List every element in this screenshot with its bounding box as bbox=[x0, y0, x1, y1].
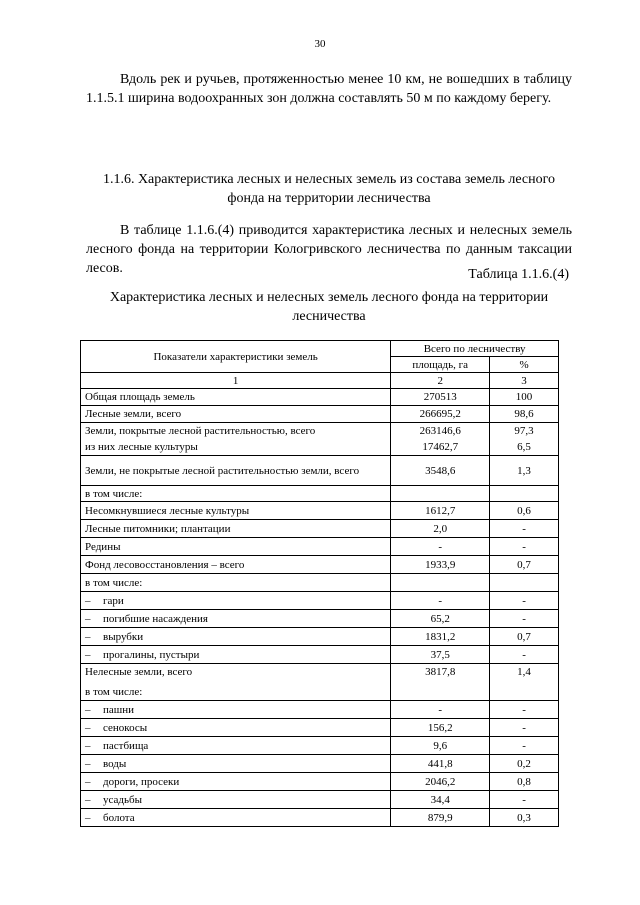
row-name bbox=[81, 809, 391, 827]
row-name: Фонд лесовосстановления – всего bbox=[81, 556, 391, 574]
dash-marker: – bbox=[85, 648, 91, 661]
row-name bbox=[81, 592, 391, 610]
row-percent: - bbox=[490, 737, 559, 755]
row-name-cultures: из них лесные культуры bbox=[85, 441, 198, 453]
table-row bbox=[81, 592, 559, 610]
row-area: 266695,2 bbox=[391, 406, 490, 423]
dash-marker: – bbox=[85, 793, 91, 806]
row-percent: - bbox=[490, 791, 559, 809]
table-row bbox=[81, 610, 559, 628]
row-name-text: сенокосы bbox=[103, 721, 148, 734]
row-area: 1933,9 bbox=[391, 556, 490, 574]
dash-marker: – bbox=[85, 630, 91, 643]
row-name-text: пастбища bbox=[103, 739, 149, 752]
row-area bbox=[391, 423, 490, 456]
dash-marker: – bbox=[85, 775, 91, 788]
row-area-covered: 263146,6 bbox=[419, 425, 461, 437]
row-name: Несомкнувшиеся лесные культуры bbox=[81, 502, 391, 520]
row-area: 2,0 bbox=[391, 520, 490, 538]
table-row bbox=[81, 456, 559, 486]
row-name-covered: Земли, покрытые лесной растительностью, всего bbox=[85, 425, 316, 437]
column-number-row bbox=[81, 373, 559, 389]
row-percent: 0,3 bbox=[490, 809, 559, 827]
dash-marker: – bbox=[85, 757, 91, 770]
dash-marker: – bbox=[85, 703, 91, 716]
table-row bbox=[81, 701, 559, 719]
row-percent: - bbox=[490, 646, 559, 664]
row-name-including3: в том числе: bbox=[85, 686, 143, 698]
table-row bbox=[81, 646, 559, 664]
row-name-text: гари bbox=[103, 594, 124, 607]
row-name bbox=[81, 646, 391, 664]
row-percent: - bbox=[490, 719, 559, 737]
row-percent: - bbox=[490, 538, 559, 556]
row-name bbox=[81, 719, 391, 737]
row-percent: 0,7 bbox=[490, 628, 559, 646]
row-area: 441,8 bbox=[391, 755, 490, 773]
dash-marker: – bbox=[85, 721, 91, 734]
row-percent: 0,7 bbox=[490, 556, 559, 574]
row-name: Общая площадь земель bbox=[81, 389, 391, 406]
table-row bbox=[81, 791, 559, 809]
row-percent: - bbox=[490, 592, 559, 610]
row-area: 3548,6 bbox=[391, 456, 490, 486]
row-area: 270513 bbox=[391, 389, 490, 406]
table-row bbox=[81, 628, 559, 646]
table-header-row bbox=[81, 341, 559, 357]
row-percent: 100 bbox=[490, 389, 559, 406]
table-label: Таблица 1.1.6.(4) bbox=[468, 267, 569, 282]
row-name: в том числе: bbox=[81, 486, 391, 502]
row-name-text: болота bbox=[103, 811, 135, 824]
row-name: в том числе: bbox=[81, 574, 391, 592]
row-area: 1612,7 bbox=[391, 502, 490, 520]
row-name: Редины bbox=[81, 538, 391, 556]
row-percent: - bbox=[490, 701, 559, 719]
table-row bbox=[81, 520, 559, 538]
dash-marker: – bbox=[85, 739, 91, 752]
table-row bbox=[81, 538, 559, 556]
table-row bbox=[81, 664, 559, 701]
row-area: 3817,8 bbox=[391, 664, 490, 701]
row-area: 37,5 bbox=[391, 646, 490, 664]
dash-marker: – bbox=[85, 612, 91, 625]
header-total: Всего по лесничеству bbox=[391, 341, 559, 357]
row-name-nonforest: Нелесные земли, всего bbox=[85, 666, 193, 678]
table-row bbox=[81, 719, 559, 737]
row-percent: - bbox=[490, 520, 559, 538]
row-area: 9,6 bbox=[391, 737, 490, 755]
table-row bbox=[81, 755, 559, 773]
row-name bbox=[81, 755, 391, 773]
row-percent: - bbox=[490, 610, 559, 628]
table-row bbox=[81, 556, 559, 574]
row-percent: 0,6 bbox=[490, 502, 559, 520]
table-row bbox=[81, 737, 559, 755]
row-name bbox=[81, 423, 391, 456]
table-row bbox=[81, 406, 559, 423]
paragraph-water-protection: Вдоль рек и ручьев, протяженностью менее 10 км, не вошедших в таблицу 1.1.5.1 ширина водоохранных зон должна составлять 50 м по каждому берегу. bbox=[86, 72, 572, 106]
row-percent: 0,8 bbox=[490, 773, 559, 791]
row-name-text: погибшие насаждения bbox=[103, 612, 208, 625]
col-num-2: 2 bbox=[391, 373, 490, 389]
section-heading: 1.1.6. Характеристика лесных и нелесных земель из состава земель лесного фонда на территории лесничества bbox=[102, 172, 556, 206]
row-name bbox=[81, 773, 391, 791]
row-area: - bbox=[391, 701, 490, 719]
dash-marker: – bbox=[85, 594, 91, 607]
row-percent: 1,3 bbox=[490, 456, 559, 486]
row-name bbox=[81, 610, 391, 628]
row-name bbox=[81, 664, 391, 701]
row-name bbox=[81, 628, 391, 646]
row-name-text: пашни bbox=[103, 703, 135, 716]
row-area: 65,2 bbox=[391, 610, 490, 628]
row-area: 879,9 bbox=[391, 809, 490, 827]
row-area: - bbox=[391, 592, 490, 610]
col-num-1: 1 bbox=[81, 373, 391, 389]
land-characteristics-table bbox=[80, 340, 559, 827]
table-title: Характеристика лесных и нелесных земель лесного фонда на территории лесничества bbox=[109, 290, 549, 324]
row-percent-cultures: 6,5 bbox=[517, 441, 531, 453]
table-row bbox=[81, 486, 559, 502]
row-percent: 98,6 bbox=[490, 406, 559, 423]
header-area: площадь, га bbox=[391, 357, 490, 373]
row-area: 156,2 bbox=[391, 719, 490, 737]
row-area: 34,4 bbox=[391, 791, 490, 809]
row-name-text: прогалины, пустыри bbox=[103, 648, 200, 661]
row-name-text: вырубки bbox=[103, 630, 144, 643]
col-num-3: 3 bbox=[490, 373, 559, 389]
row-name-text: воды bbox=[103, 757, 127, 770]
paragraph-table-intro: В таблице 1.1.6.(4) приводится характеристика лесных и нелесных земель лесного фонда на территории Кологривского лесничества по данным таксации лесов. bbox=[86, 223, 572, 276]
header-indicators: Показатели характеристики земель bbox=[81, 341, 391, 373]
table-row bbox=[81, 773, 559, 791]
row-name bbox=[81, 791, 391, 809]
row-percent-covered: 97,3 bbox=[514, 425, 534, 437]
table-row bbox=[81, 502, 559, 520]
table-row bbox=[81, 809, 559, 827]
row-name: Лесные земли, всего bbox=[81, 406, 391, 423]
row-name-text: усадьбы bbox=[103, 793, 142, 806]
row-name: Лесные питомники; плантации bbox=[81, 520, 391, 538]
row-name: Земли, не покрытые лесной растительностью земли, всего bbox=[81, 456, 391, 486]
row-area: - bbox=[391, 538, 490, 556]
row-percent bbox=[490, 423, 559, 456]
row-name-text: дороги, просеки bbox=[103, 775, 180, 788]
row-area: 2046,2 bbox=[391, 773, 490, 791]
page-number: 30 bbox=[314, 38, 326, 50]
header-percent: % bbox=[490, 357, 559, 373]
row-percent: 1,4 bbox=[490, 664, 559, 701]
row-area-cultures: 17462,7 bbox=[422, 441, 459, 453]
row-name bbox=[81, 701, 391, 719]
table-row bbox=[81, 574, 559, 592]
dash-marker: – bbox=[85, 811, 91, 824]
row-percent: 0,2 bbox=[490, 755, 559, 773]
table-row bbox=[81, 423, 559, 456]
row-area: 1831,2 bbox=[391, 628, 490, 646]
table-row bbox=[81, 389, 559, 406]
row-name bbox=[81, 737, 391, 755]
